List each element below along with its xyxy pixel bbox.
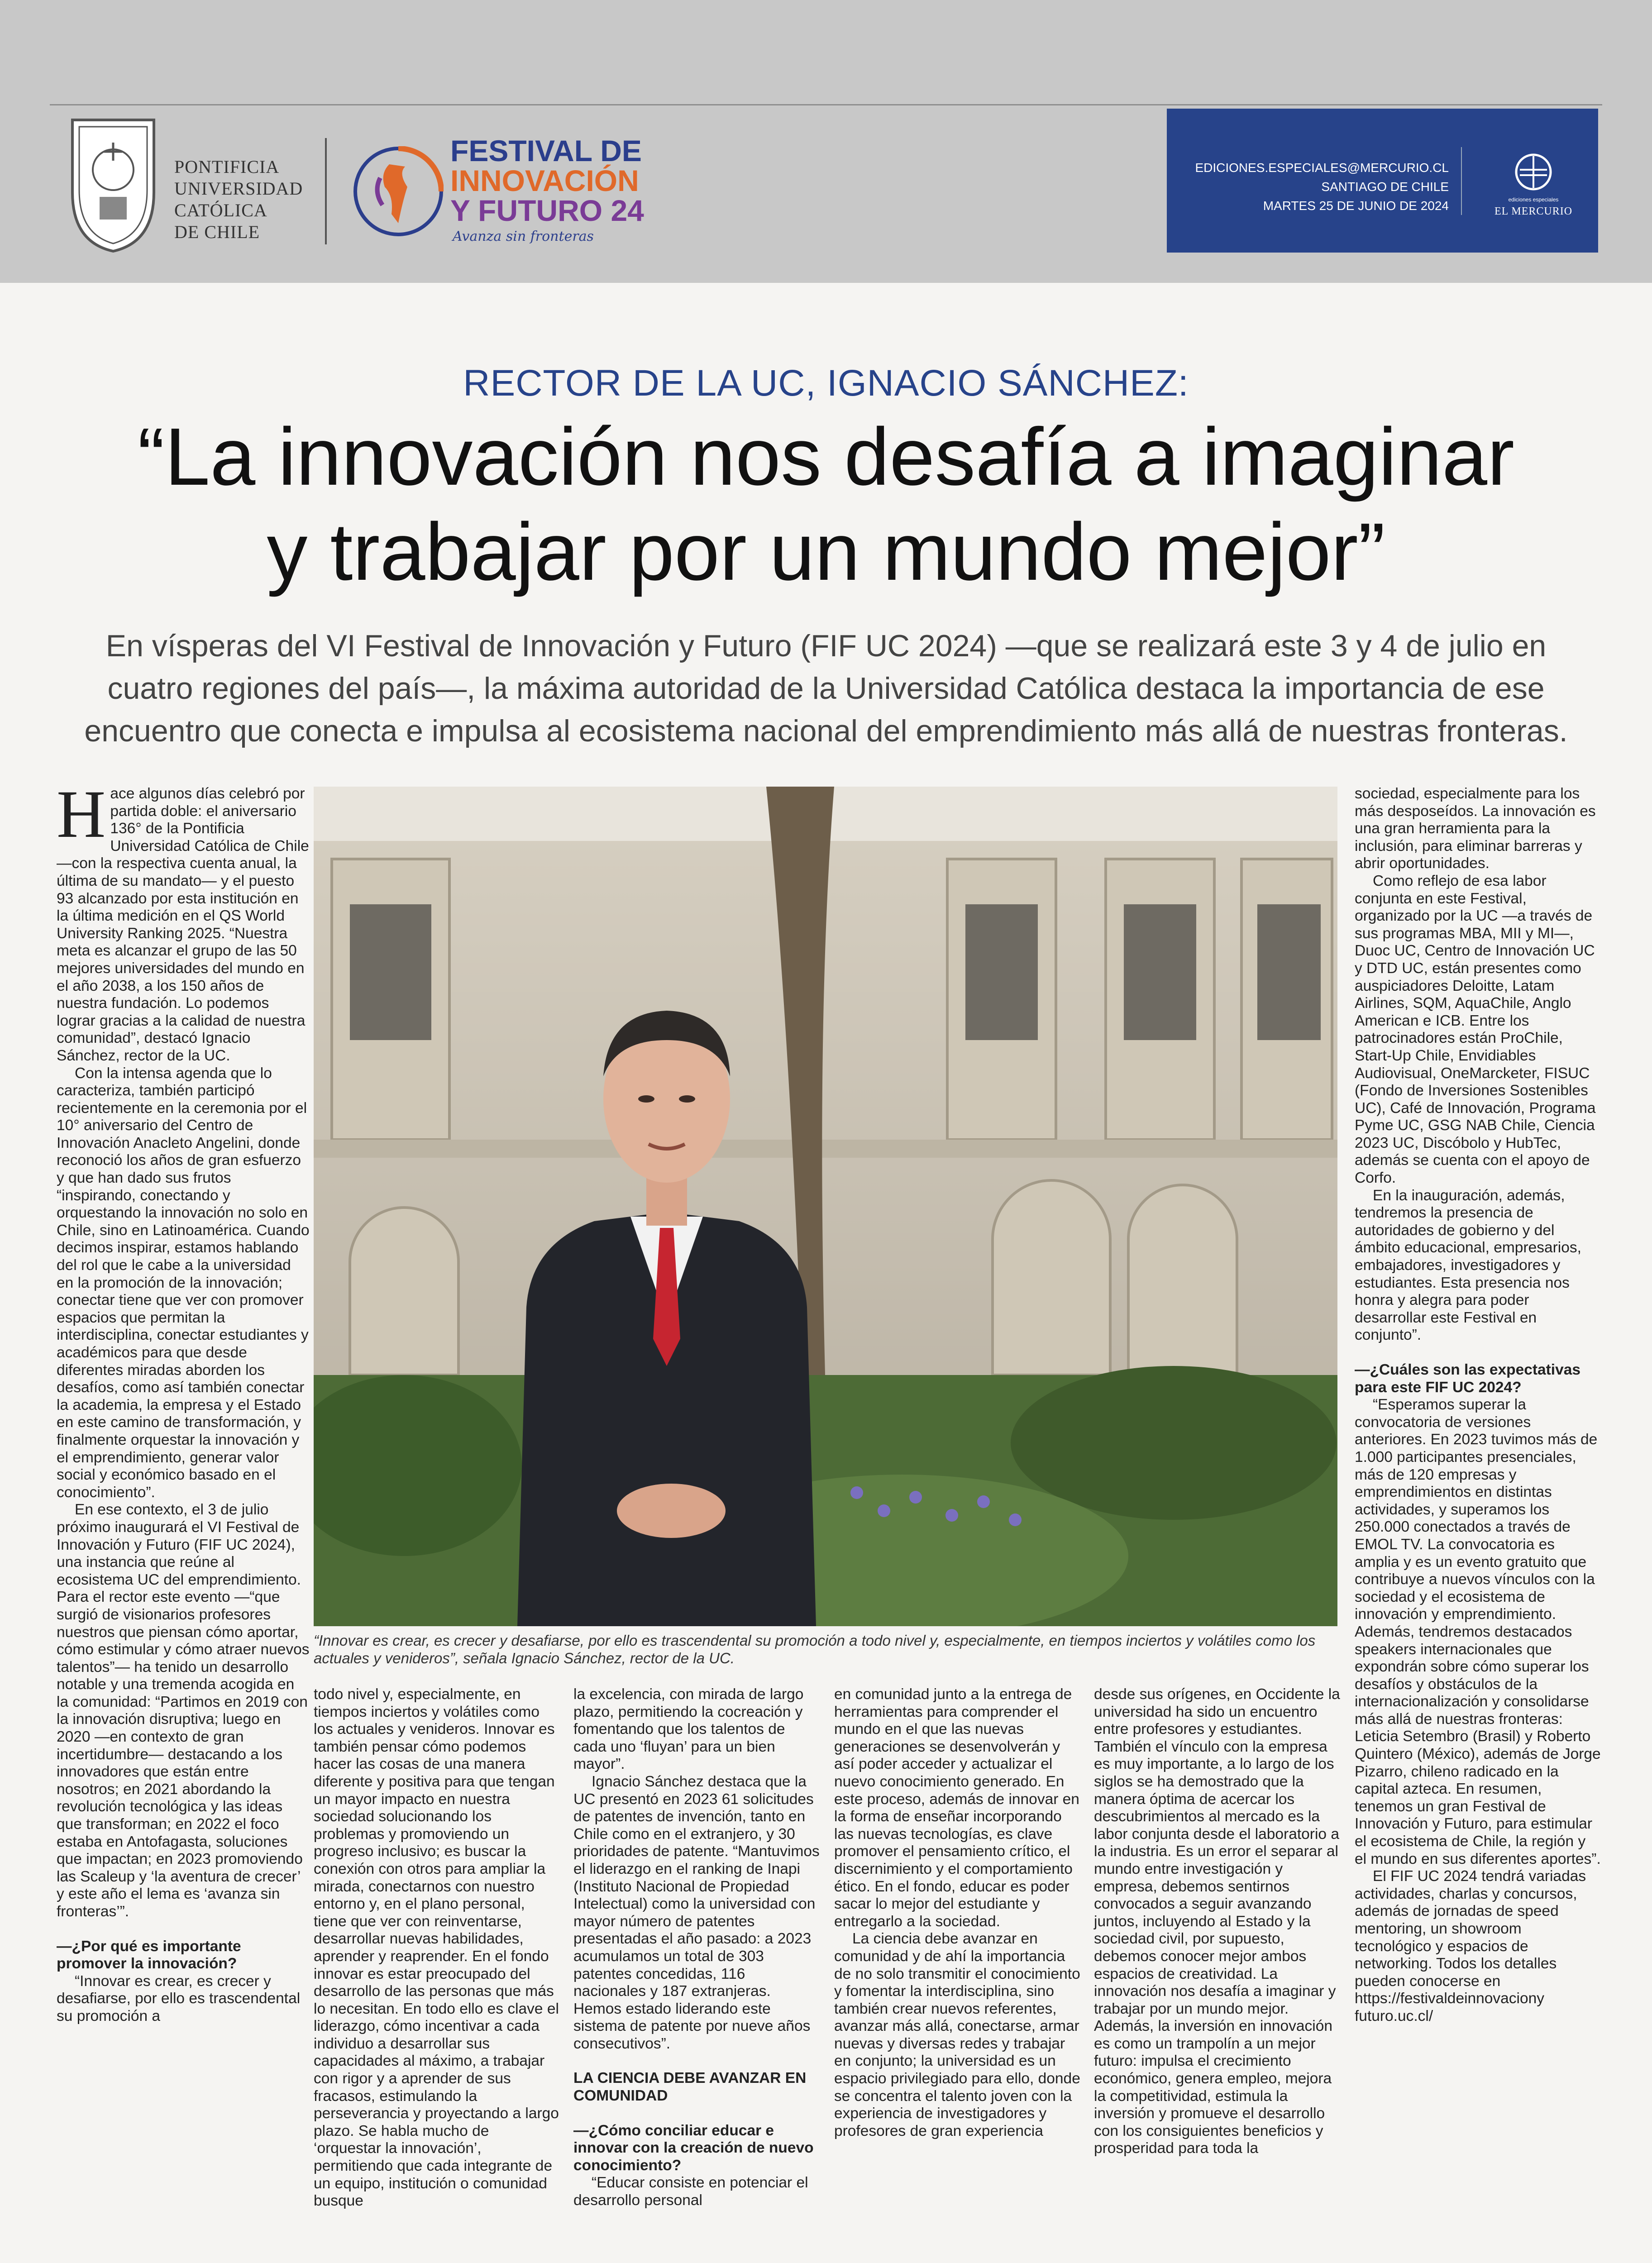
festival-title-line: Y FUTURO 24 <box>450 194 644 227</box>
publisher-edition: ediciones especiales <box>1508 196 1559 203</box>
edition-info <box>1195 158 1449 215</box>
section-subhead: LA CIENCIA DEBE AVANZAR EN COMUNIDAD <box>573 2070 807 2105</box>
masthead <box>0 0 1652 283</box>
festival-logo <box>450 136 644 225</box>
paragraph-text: ace algunos días celebró por partida doble: el aniversario 136° de la Pontificia Universidad Católica de Chile —con la respectiva cuenta anual, la última de su mandato— y el puesto 93 alcanzado por esta institución en la última medición en el QS World University Ranking 2025. “Nuestra meta es alcanzar el grupo de las 50 mejores universidades del mundo en el año 2038, a los 150 años de nuestra fundación. Lo podemos lograr gracias a la calidad de nuestra comunidad”, destacó Ignacio Sánchez, rector de la UC. <box>57 785 309 1064</box>
article-paragraph <box>57 777 310 1065</box>
drop-cap: H <box>57 777 106 852</box>
article-paragraph: desde sus orígenes, en Occidente la universidad ha sido un encuentro entre profesores y estudiantes. También el vínculo con la empresa es muy importante, a lo largo de los siglos se ha demostrado que la manera óptima de acercar los descubrimientos al mercado es la labor conjunta desde el laboratorio a la industria. Es un error el separar al mundo entre investigación y empresa, debemos sentirnos convocados a seguir avanzando juntos, incluyendo al Estado y la sociedad civil, por supuesto, debemos conocer mejor ambos espacios de creatividad. La innovación nos desafía a imaginar y trabajar por un mundo mejor. Además, la inversión en innovación es como un trampolín a un mejor futuro: impulsa el crecimiento económico, genera empleo, mejora la competitividad, estimula la inversión y promueve el desarrollo con los consiguientes beneficios y prosperidad para toda la <box>1094 1686 1340 2157</box>
article-paragraph: sociedad, especialmente para los más desposeídos. La innovación es una gran herramienta para la inclusión, para eliminar barreras y abrir oportunidades. <box>1355 785 1596 872</box>
article-paragraph: En la inauguración, además, tendremos la presencia de autoridades de gobierno y del ámbito educacional, empresarios, embajadores, investigadores y estudiantes. Esta presencia nos honra y alegra para poder desarrollar este Festival en conjunto”. <box>1355 1187 1581 1344</box>
article-column-2 <box>314 1686 560 2210</box>
article-paragraph: Con la intensa agenda que lo caracteriza, también participó recientemente en la ceremonia por el 10° aniversario del Centro de Innovación Anacleto Angelini, donde reconoció los años de gran esfuerzo y que han dado sus frutos “inspirando, conectando y orquestando la innovación no solo en Chile, sino en Latinoamérica. Cuando decimos inspirar, estamos hablando del rol que le cabe a la universidad en la promoción de la innovación; conectar tiene que ver con promover espacios que permitan la interdisciplina, conectar estudiantes y académicos para que desde diferentes miradas aborden los desafíos, como así también conectar la academia, la empresa y el Estado en este camino de transformación, y finalmente orquestar la innovación y el emprendimiento, generar valor social y económico basado en el conocimiento”. <box>57 1065 310 1501</box>
article-column-1 <box>57 777 310 2025</box>
interview-question: —¿Cuáles son las expectativas para este FIF UC 2024? <box>1355 1361 1580 1396</box>
university-name-line: CATÓLICA <box>174 200 267 220</box>
photo-caption: “Innovar es crear, es crecer y desafiarse, por ello es trascendental su promoción a todo nivel y, especialmente, en tiempos inciertos y volátiles como los actuales y venideros”, señala Ignacio Sánchez, rector de la UC. <box>314 1632 1316 1666</box>
contact-email: EDICIONES.ESPECIALES@MERCURIO.CL <box>1195 161 1449 175</box>
article-paragraph: La ciencia debe avanzar en comunidad y de ahí la importancia de no solo transmitir el conocimiento y fomentar la interdisciplina, sino también crear nuevos referentes, avanzar más allá, conectarse, armar nuevas y diversas redes y trabajar en conjunto; la universidad es un espacio privilegiado para ello, donde se concentra el talento joven con la experiencia de investigadores y profesores de gran experiencia <box>834 1930 1080 2139</box>
article-kicker: RECTOR DE LA UC, IGNACIO SÁNCHEZ: <box>463 363 1189 404</box>
el-mercurio-emblem-icon <box>1493 152 1574 192</box>
info-divider <box>1461 147 1462 215</box>
article-paragraph: El FIF UC 2024 tendrá variadas actividades, charlas y concursos, además de jornadas de speed mentoring, un showroom tecnológico y espacios de networking. Todos los detalles pueden conocerse en https://festivaldeinnovaciony futuro.uc.cl/ <box>1355 1868 1586 2024</box>
uc-seal-icon <box>68 115 158 253</box>
headline-line: y trabajar por un mundo mejor” <box>267 506 1385 597</box>
article-paragraph: todo nivel y, especialmente, en tiempos inciertos y volátiles como los actuales y venideros. Innovar es también pensar cómo podemos hacer las cosas de una manera diferente y positiva para que tengan un mayor impacto en nuestra sociedad solucionando los problemas y promoviendo un progreso inclusivo; es buscar la conexión con otros para ampliar la mirada, conectarnos con nuestro entorno y, en el plano personal, tiene que ver con reinventarse, desarrollar nuevas habilidades, aprender y reaprender. En el fondo innovar es estar preocupado del desarrollo de las personas que más lo necesitan. En todo ello es clave el liderazgo, cómo incentivar a cada individuo a desarrollar sus capacidades al máximo, a trabajar con rigor y a aprender de sus fracasos, estimulando la perseverancia y proyectando a largo plazo. Se habla mucho de ‘orquestar la innovación’, permitiendo que cada integrante de un equipo, institución o comunidad busque <box>314 1686 559 2210</box>
article-column-4 <box>834 1686 1081 2140</box>
university-name-line: DE CHILE <box>174 222 260 242</box>
logo-divider <box>325 138 327 244</box>
edition-date: MARTES 25 DE JUNIO DE 2024 <box>1263 199 1449 213</box>
article-paragraph: Como reflejo de esa labor conjunta en este Festival, organizado por la UC —a través de sus programas MBA, MII y MI—, Duoc UC, Centro de Innovación UC y DTD UC, están presentes como auspiciadores Deloitte, Latam Airlines, SQM, AquaChile, Anglo American e ICB. Entre los patrocinadores están ProChile, Start-Up Chile, Envidiables Audiovisual, OneMarcketer, FISUC (Fondo de Inversiones Sostenibles UC), Café de Innovación, Programa Pyme UC, GSG NAB Chile, Ciencia 2023 UC, Discóbolo y HubTec, además se cuenta con el apoyo de Corfo. <box>1355 872 1596 1187</box>
article-paragraph: en comunidad junto a la entrega de herramientas para comprender el mundo en el que las nuevas generaciones se desenvolverán y así poder acceder y actualizar el nuevo conocimiento generado. En este proceso, además de innovar en la forma de enseñar incorporando las nuevas tecnologías, es clave promover el pensamiento crítico, el discernimiento y el comportamiento ético. En el fondo, educar es poder sacar lo mejor del estudiante y entregarlo a la sociedad. <box>834 1686 1079 1930</box>
festival-title-line: INNOVACIÓN <box>450 164 639 197</box>
rector-photo <box>314 787 1337 1626</box>
article-paragraph: En ese contexto, el 3 de julio próximo inaugurará el VI Festival de Innovación y Futuro (FIF UC 2024), una instancia que reúne al ecosistema UC del emprendimiento. Para el rector este evento —“que surgió de visionarios profesores nuestros que piensan cómo aportar, cómo estimular y cómo atraer nuevos talentos”— ha tenido un desarrollo notable y una tremenda acogida en la comunidad: “Partimos en 2019 con la innovación disruptiva; luego en 2020 —en contexto de gran incertidumbre— destacando a los innovadores que están entre nosotros; en 2021 abordando la revolución tecnológica y las ideas que transforman; en 2022 el foco estaba en Antofagasta, soluciones que impactan; en 2023 promoviendo las Scaleup y ‘la aventura de crecer’ y este año el lema es ‘avanza sin fronteras’”. <box>57 1501 310 1920</box>
interview-question: —¿Cómo conciliar educar e innovar con la creación de nuevo conocimiento? <box>573 2122 814 2174</box>
article-lede: En vísperas del VI Festival de Innovación y Futuro (FIF UC 2024) —que se realizará este 3 y 4 de julio en cuatro regiones del país—, la máxima autoridad de la Universidad Católica destaca la importancia de ese encuentro que conecta e impulsa al ecosistema nacional del emprendimiento más allá de nuestras fronteras. <box>84 629 1568 748</box>
city: SANTIAGO DE CHILE <box>1321 180 1449 194</box>
globe-logo-icon <box>353 146 444 237</box>
interview-question: —¿Por qué es importante promover la innovación? <box>57 1938 241 1972</box>
festival-title-line: FESTIVAL DE <box>450 134 642 167</box>
headline-line: “La innovación nos desafía a imaginar <box>138 411 1514 502</box>
article-column-6 <box>1355 785 1601 2025</box>
festival-tagline: Avanza sin fronteras <box>453 229 594 244</box>
article-paragraph: “Innovar es crear, es crecer y desafiarse, por ello es trascendental su promoción a <box>57 1972 301 2024</box>
el-mercurio-logo <box>1493 152 1574 218</box>
article-paragraph: Ignacio Sánchez destaca que la UC presentó en 2023 61 solicitudes de patentes de invención, tanto en Chile como en el extranjero, y 30 prioridades de patente. “Mantuvimos el liderazgo en el ranking de Inapi (Instituto Nacional de Propiedad Intelectual) como la universidad con mayor número de patentes presentadas el año pasado: a 2023 acumulamos un total de 303 patentes concedidas, 116 nacionales y 187 extranjeras. Hemos estado liderando este sistema de patente por nueve años consecutivos”. <box>573 1773 820 2052</box>
article-headline <box>0 410 1652 600</box>
publisher-name: EL MERCURIO <box>1494 205 1573 217</box>
article-paragraph: la excelencia, con mirada de largo plazo, permitiendo la cocreación y fomentando que los talentos de cada uno ‘fluyan’ para un bien mayor”. <box>573 1686 804 1773</box>
masthead-rule <box>50 104 1602 105</box>
university-name-line: PONTIFICIA <box>174 157 280 177</box>
article-column-5 <box>1094 1686 1341 2158</box>
article-paragraph: “Educar consiste en potenciar el desarrollo personal <box>573 2174 808 2209</box>
university-name <box>174 156 303 243</box>
university-name-line: UNIVERSIDAD <box>174 178 303 199</box>
edition-info-box <box>1167 109 1598 253</box>
article-paragraph: “Esperamos superar la convocatoria de versiones anteriores. En 2023 tuvimos más de 1.000 participantes presenciales, más de 120 empresas y emprendimientos en distintas actividades, y superamos los 250.000 conectados a través de EMOL TV. La convocatoria es amplia y es un evento gratuito que contribuye a nuevos vínculos con la sociedad y el ecosistema de innovación y emprendimiento. Además, tendremos destacados speakers internacionales que expondrán sobre cómo superar los desafíos y obstáculos de la internacionalización y consolidarse más allá de nuestras fronteras: Leticia Setembro (Brasil) y Roberto Quintero (México), además de Jorge Pizarro, chileno radicado en la capital azteca. En resumen, tenemos un gran Festival de Innovación y Futuro, para estimular el ecosistema de Chile, la región y el mundo en sus diferentes aportes”. <box>1355 1396 1601 1867</box>
article-column-3 <box>573 1686 820 2210</box>
rector-photo-image <box>314 787 1337 1626</box>
